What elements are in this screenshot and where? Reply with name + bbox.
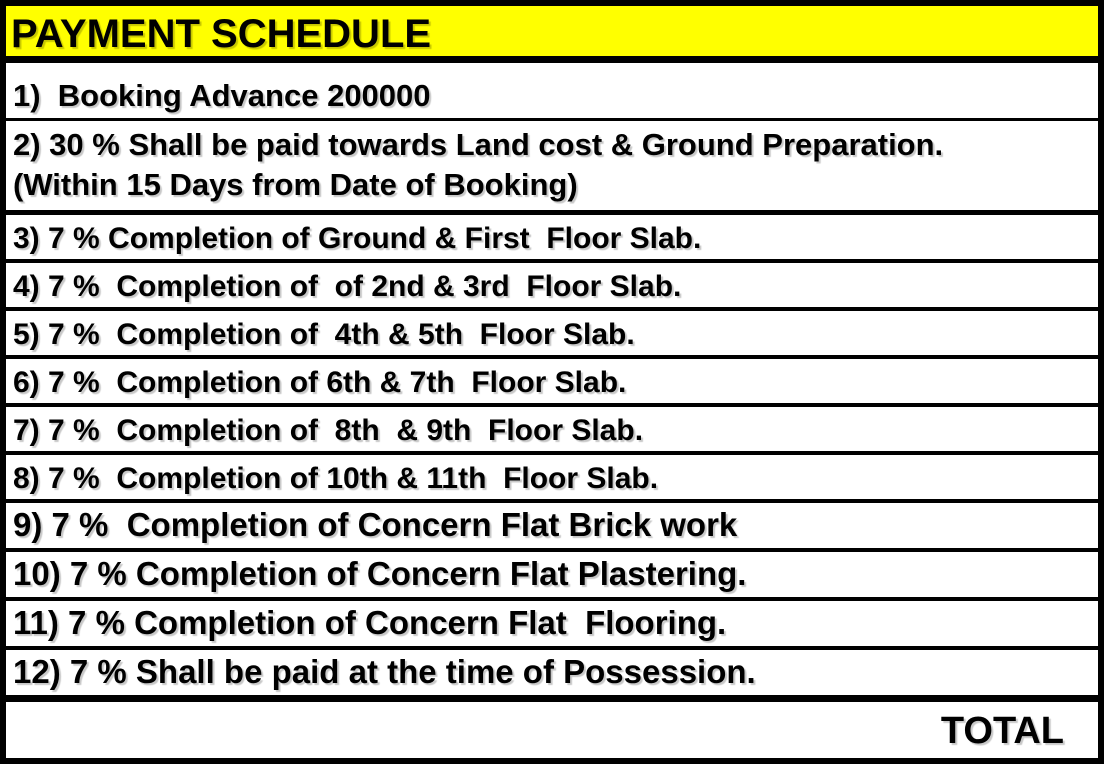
schedule-row: [6, 121, 1098, 215]
schedule-row: [6, 407, 1098, 455]
row-text: (Within 15 Days from Date of Booking): [13, 167, 578, 202]
header-row: [6, 6, 1098, 63]
schedule-row: [6, 63, 1098, 121]
row-text: 8) 7 % Completion of 10th & 11th Floor Slab.: [13, 461, 659, 495]
page-title: PAYMENT SCHEDULE: [11, 12, 432, 56]
schedule-row: [6, 552, 1098, 601]
schedule-rows: [6, 63, 1098, 702]
row-text: 3) 7 % Completion of Ground & First Floor Slab.: [13, 221, 702, 255]
schedule-row: [6, 650, 1098, 702]
row-text: 7) 7 % Completion of 8th & 9th Floor Slab.: [13, 413, 644, 447]
row-text: 10) 7 % Completion of Concern Flat Plastering.: [13, 555, 747, 593]
row-text: 6) 7 % Completion of 6th & 7th Floor Slab.: [13, 365, 627, 399]
row-text: 2) 30 % Shall be paid towards Land cost & Ground Preparation.: [13, 127, 944, 162]
schedule-row: [6, 601, 1098, 650]
row-text: 11) 7 % Completion of Concern Flat Flooring.: [13, 604, 727, 642]
total-label: TOTAL: [940, 710, 1064, 752]
schedule-row: [6, 263, 1098, 311]
row-text: 5) 7 % Completion of 4th & 5th Floor Slab.: [13, 317, 635, 351]
schedule-row: [6, 359, 1098, 407]
schedule-row: [6, 503, 1098, 552]
row-text: 9) 7 % Completion of Concern Flat Brick work: [13, 506, 738, 544]
schedule-row: [6, 215, 1098, 263]
row-text: 4) 7 % Completion of of 2nd & 3rd Floor Slab.: [13, 269, 682, 303]
row-text: 12) 7 % Shall be paid at the time of Possession.: [13, 653, 756, 691]
row-text: 1) Booking Advance 200000: [13, 78, 431, 114]
total-row: [6, 702, 1098, 758]
schedule-row: [6, 311, 1098, 359]
schedule-row: [6, 455, 1098, 503]
